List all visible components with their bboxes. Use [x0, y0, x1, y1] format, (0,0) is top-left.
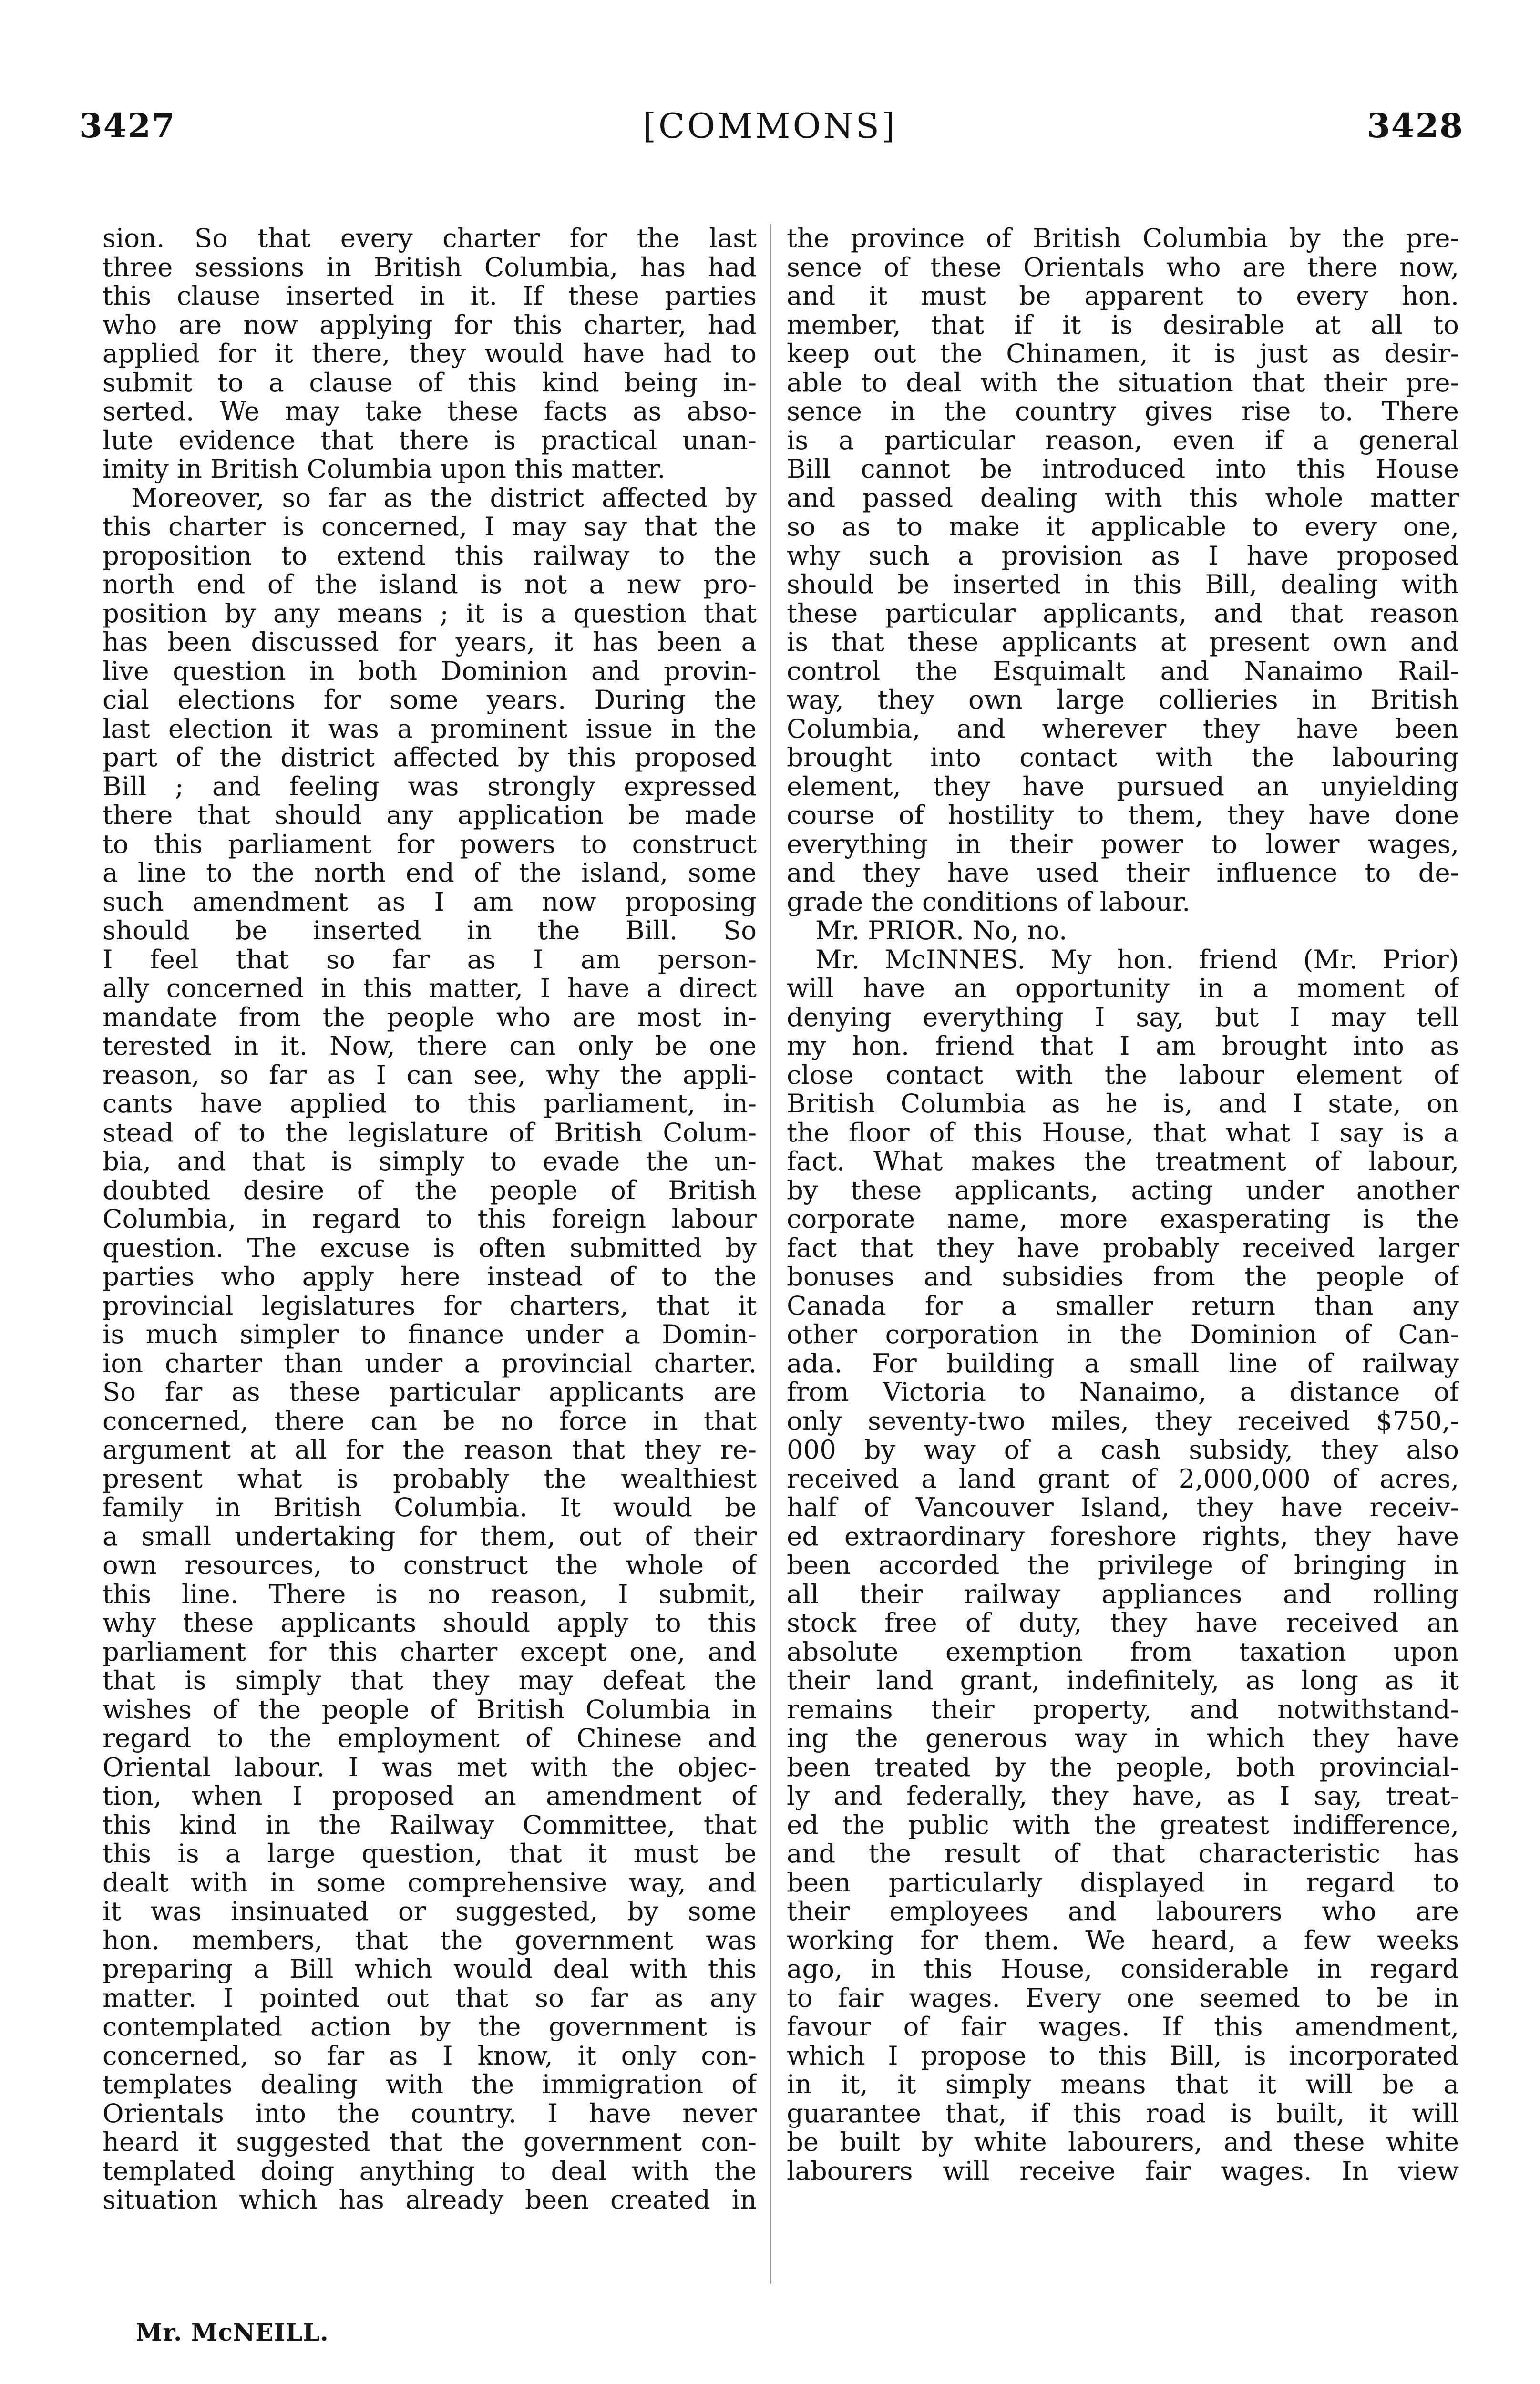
text-line: and the result of that characteristic has	[787, 1839, 1459, 1869]
text-line: working for them. We heard, a few weeks	[787, 1925, 1459, 1955]
text-line: half of Vancouver Island, they have receiv-	[787, 1492, 1459, 1522]
text-line: preparing a Bill which would deal with this	[103, 1954, 757, 1984]
text-line: part of the district affected by this proposed	[103, 742, 757, 772]
text-line: sence of these Orientals who are there now,	[787, 252, 1459, 282]
text-line: cial elections for some years. During the	[103, 685, 757, 715]
text-line: this clause inserted in it. If these parties	[103, 281, 757, 311]
text-line: dealt with in some comprehensive way, and	[103, 1867, 757, 1898]
text-line: the province of British Columbia by the pre-	[787, 224, 1459, 253]
text-line: denying everything I say, but I may tell	[787, 1002, 1459, 1032]
text-line: favour of fair wages. If this amendment,	[787, 2012, 1459, 2042]
text-line: and it must be apparent to every hon.	[787, 281, 1459, 311]
text-line: ed the public with the greatest indifference,	[787, 1809, 1459, 1840]
text-line: my hon. friend that I am brought into as	[787, 1031, 1459, 1061]
text-line: is a particular reason, even if a general	[787, 425, 1459, 455]
text-line: by these applicants, acting under another	[787, 1175, 1459, 1205]
text-line: hon. members, that the government was	[103, 1925, 757, 1955]
text-line: Columbia, and wherever they have been	[787, 713, 1459, 744]
text-line: to fair wages. Every one seemed to be in	[787, 1983, 1459, 2013]
text-line: a small undertaking for them, out of their	[103, 1521, 757, 1552]
text-line: cants have applied to this parliament, in-	[103, 1089, 757, 1119]
text-line: from Victoria to Nanaimo, a distance of	[787, 1377, 1459, 1407]
text-line: course of hostility to them, they have done	[787, 800, 1459, 830]
text-line: such amendment as I am now proposing	[103, 886, 757, 917]
text-line: contemplated action by the government is	[103, 2012, 757, 2042]
text-line: who are now applying for this charter, had	[103, 309, 757, 340]
text-line: bia, and that is simply to evade the un-	[103, 1146, 757, 1176]
text-line: bonuses and subsidies from the people of	[787, 1262, 1459, 1292]
text-line: everything in their power to lower wages,	[787, 829, 1459, 859]
text-line: ada. For building a small line of railway	[787, 1348, 1459, 1378]
text-line: there that should any application be made	[103, 800, 757, 830]
text-line: provincial legislatures for charters, that it	[103, 1290, 757, 1321]
text-line: Orientals into the country. I have never	[103, 2098, 757, 2128]
text-line: applied for it there, they would have had to	[103, 339, 757, 369]
text-line: ally concerned in this matter, I have a direct	[103, 973, 757, 1003]
text-line: ly and federally, they have, as I say, treat-	[787, 1781, 1459, 1811]
text-line: fact. What makes the treatment of labour,	[787, 1146, 1459, 1176]
text-line: matter. I pointed out that so far as any	[103, 1983, 757, 2013]
text-line: and they have used their influence to de-	[787, 858, 1459, 888]
text-line: Moreover, so far as the district affected by	[131, 483, 757, 513]
text-line: control the Esquimalt and Nanaimo Rail-	[787, 656, 1459, 686]
text-line: mandate from the people who are most in-	[103, 1002, 757, 1032]
text-line: to this parliament for powers to construct	[103, 829, 757, 859]
text-line: tion, when I proposed an amendment of	[103, 1781, 757, 1811]
text-line: present what is probably the wealthiest	[103, 1463, 757, 1494]
right-page-number: 3428	[1367, 106, 1464, 145]
text-line: question. The excuse is often submitted by	[103, 1233, 757, 1263]
text-line: their land grant, indefinitely, as long as it	[787, 1665, 1459, 1696]
text-line: which I propose to this Bill, is incorporated	[787, 2040, 1459, 2071]
text-line: Canada for a smaller return than any	[787, 1290, 1459, 1321]
text-line: parties who apply here instead of to the	[103, 1262, 757, 1292]
text-line: concerned, there can be no force in that	[103, 1406, 757, 1436]
text-line: member, that if it is desirable at all to	[787, 309, 1459, 340]
text-line: live question in both Dominion and provin-	[103, 656, 757, 686]
text-line: family in British Columbia. It would be	[103, 1492, 757, 1522]
text-line: these particular applicants, and that reason	[787, 598, 1459, 628]
text-line: their employees and labourers who are	[787, 1896, 1459, 1926]
text-line: the floor of this House, that what I say is a	[787, 1117, 1459, 1148]
text-line: So far as these particular applicants are	[103, 1377, 757, 1407]
text-line: Columbia, in regard to this foreign labour	[103, 1204, 757, 1234]
text-line: this line. There is no reason, I submit,	[103, 1579, 757, 1609]
text-line: why such a provision as I have proposed	[787, 540, 1459, 571]
text-line: Oriental labour. I was met with the objec-	[103, 1752, 757, 1782]
text-line: Mr. McINNES. My hon. friend (Mr. Prior)	[815, 944, 1459, 975]
text-line: proposition to extend this railway to the	[103, 540, 757, 571]
text-line: been accorded the privilege of bringing in	[787, 1550, 1459, 1580]
text-line: serted. We may take these facts as abso-	[103, 396, 757, 426]
text-line: heard it suggested that the government con-	[103, 2127, 757, 2157]
text-line: that is simply that they may defeat the	[103, 1665, 757, 1696]
text-line: reason, so far as I can see, why the appli-	[103, 1059, 757, 1090]
page-header	[0, 106, 1540, 173]
text-line: terested in it. Now, there can only be one	[103, 1031, 757, 1061]
text-line: north end of the island is not a new pro-	[103, 569, 757, 599]
text-line: absolute exemption from taxation upon	[787, 1636, 1459, 1667]
text-line: British Columbia as he is, and I state, on	[787, 1089, 1459, 1119]
text-line: doubted desire of the people of British	[103, 1175, 757, 1205]
text-line: Bill cannot be introduced into this House	[787, 454, 1459, 484]
text-line: I feel that so far as I am person-	[103, 944, 757, 975]
text-line: templated doing anything to deal with the	[103, 2156, 757, 2186]
text-line: submit to a clause of this kind being in-	[103, 367, 757, 398]
text-line: a line to the north end of the island, some	[103, 858, 757, 888]
text-line: corporate name, more exasperating is the	[787, 1204, 1459, 1234]
text-line: why these applicants should apply to this	[103, 1608, 757, 1638]
text-line: should be inserted in the Bill. So	[103, 915, 757, 945]
text-line: position by any means ; it is a question that	[103, 598, 757, 628]
text-line: ed extraordinary foreshore rights, they have	[787, 1521, 1459, 1552]
text-line: only seventy-two miles, they received $750,-	[787, 1406, 1459, 1436]
text-line: in it, it simply means that it will be a	[787, 2069, 1459, 2099]
text-line: Bill ; and feeling was strongly expressed	[103, 771, 757, 802]
text-line: ion charter than under a provincial charter.	[103, 1348, 757, 1378]
text-line: last election it was a prominent issue in the	[103, 713, 757, 744]
column-divider	[770, 224, 771, 2284]
text-line: and passed dealing with this whole matter	[787, 483, 1459, 513]
left-page-number: 3427	[79, 106, 176, 145]
text-line: labourers will receive fair wages. In view	[787, 2156, 1459, 2186]
text-line: received a land grant of 2,000,000 of acres,	[787, 1463, 1459, 1494]
text-line: Mr. PRIOR. No, no.	[815, 915, 1068, 945]
text-line: will have an opportunity in a moment of	[787, 973, 1459, 1003]
text-line: grade the conditions of labour.	[787, 886, 1191, 917]
text-line: all their railway appliances and rolling	[787, 1579, 1459, 1609]
text-line: argument at all for the reason that they re-	[103, 1435, 757, 1465]
text-line: so as to make it applicable to every one,	[787, 512, 1459, 542]
text-line: close contact with the labour element of	[787, 1059, 1459, 1090]
text-line: brought into contact with the labouring	[787, 742, 1459, 772]
text-line: been particularly displayed in regard to	[787, 1867, 1459, 1898]
text-line: concerned, so far as I know, it only con-	[103, 2040, 757, 2071]
text-line: wishes of the people of British Columbia in	[103, 1694, 757, 1725]
text-line: parliament for this charter except one, and	[103, 1636, 757, 1667]
text-line: has been discussed for years, it has been a	[103, 627, 757, 657]
text-line: fact that they have probably received larger	[787, 1233, 1459, 1263]
text-line: ing the generous way in which they have	[787, 1723, 1459, 1753]
text-line: is much simpler to finance under a Domin-	[103, 1319, 757, 1349]
text-line: lute evidence that there is practical unan-	[103, 425, 757, 455]
text-line: sence in the country gives rise to. There	[787, 396, 1459, 426]
left-column	[103, 224, 757, 2284]
text-line: this is a large question, that it must be	[103, 1839, 757, 1869]
text-line: keep out the Chinamen, it is just as desir-	[787, 339, 1459, 369]
text-line: regard to the employment of Chinese and	[103, 1723, 757, 1753]
running-title: [COMMONS]	[642, 106, 898, 146]
text-line: way, they own large collieries in British	[787, 685, 1459, 715]
text-line: sion. So that every charter for the last	[103, 224, 757, 253]
text-line: stead of to the legislature of British Colum-	[103, 1117, 757, 1148]
text-line: stock free of duty, they have received an	[787, 1608, 1459, 1638]
text-line: templates dealing with the immigration of	[103, 2069, 757, 2099]
text-line: this kind in the Railway Committee, that	[103, 1809, 757, 1840]
right-column	[787, 224, 1459, 2284]
text-line: own resources, to construct the whole of	[103, 1550, 757, 1580]
text-line: is that these applicants at present own and	[787, 627, 1459, 657]
text-line: other corporation in the Dominion of Can-	[787, 1319, 1459, 1349]
text-line: element, they have pursued an unyielding	[787, 771, 1459, 802]
text-line: 000 by way of a cash subsidy, they also	[787, 1435, 1459, 1465]
text-line: this charter is concerned, I may say that the	[103, 512, 757, 542]
text-line: it was insinuated or suggested, by some	[103, 1896, 757, 1926]
text-line: ago, in this House, considerable in regard	[787, 1954, 1459, 1984]
text-line: be built by white labourers, and these white	[787, 2127, 1459, 2157]
text-line: imity in British Columbia upon this matter.	[103, 454, 666, 484]
text-line: three sessions in British Columbia, has had	[103, 252, 757, 282]
text-line: guarantee that, if this road is built, it will	[787, 2098, 1459, 2128]
text-line: should be inserted in this Bill, dealing with	[787, 569, 1459, 599]
text-line: able to deal with the situation that their pre-	[787, 367, 1459, 398]
footer-speaker: Mr. McNEILL.	[136, 2318, 329, 2346]
text-line: situation which has already been created in	[103, 2185, 757, 2215]
text-line: remains their property, and notwithstand-	[787, 1694, 1459, 1725]
text-line: been treated by the people, both provincial-	[787, 1752, 1459, 1782]
